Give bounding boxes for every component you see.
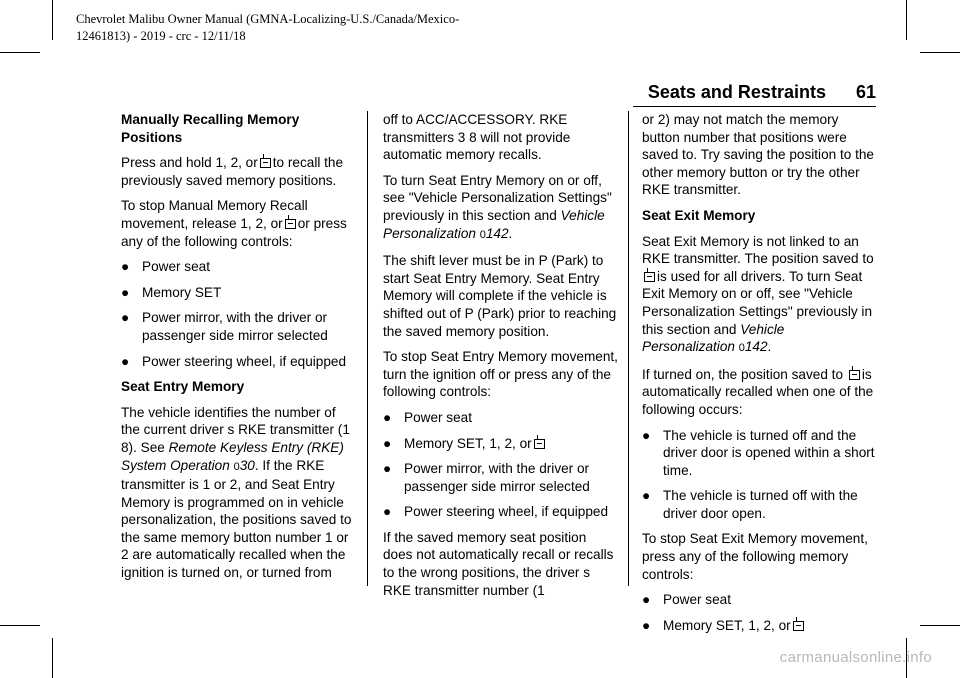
header-line-1: Chevrolet Malibu Owner Manual (GMNA-Localizing-U.S./Canada/Mexico-	[76, 12, 460, 26]
link-vehicle-personalization[interactable]: Vehicle Personalization	[642, 321, 785, 355]
heading-seat-exit-memory: Seat Exit Memory	[642, 207, 756, 223]
list-item: ● Memory SET, 1, 2, or	[383, 435, 619, 453]
memory-button-icon	[260, 158, 271, 168]
link-vehicle-personalization[interactable]: Vehicle Personalization	[383, 207, 605, 241]
paragraph: To stop Seat Exit Memory movement, press any of the following memory controls:	[642, 531, 868, 582]
paragraph: To stop Manual Memory Recall movement, release 1, 2, or or press any of the following controls:	[121, 198, 347, 249]
page-reference-arrow: 0	[479, 228, 486, 241]
crop-mark	[906, 0, 907, 40]
list-item: ● Power seat	[383, 409, 473, 425]
column-divider	[367, 111, 368, 586]
memory-button-icon	[849, 370, 860, 380]
heading-manually-recalling: Manually Recalling Memory Positions	[121, 112, 300, 145]
paragraph: Press and hold 1, 2, or to recall the previously saved memory positions.	[121, 155, 344, 188]
crop-mark	[52, 638, 53, 678]
link-page-142[interactable]: 142	[744, 339, 768, 355]
crop-mark	[0, 52, 40, 53]
list-item: ● The vehicle is turned off and the driver door is opened within a short time.	[642, 427, 875, 478]
list-item: ● Power seat	[642, 592, 732, 608]
paragraph: The vehicle identifies the number of the current driver s RKE transmitter (1 8). See Remote Keyless Entry (RKE) System Operation 030. If the RKE transmitter is 1 or 2, and Seat Entry Memory is programmed on in vehicle personalization, the positions saved to the same memory button number 1 or 2 are automatically recalled when the ignition is turned on, or turned from	[121, 404, 352, 581]
section-title	[648, 82, 876, 103]
column-2	[383, 111, 619, 607]
page-number: 61	[855, 82, 876, 102]
crop-mark	[52, 0, 53, 40]
heading-seat-entry-memory: Seat Entry Memory	[121, 379, 245, 395]
section-rule	[633, 106, 876, 107]
crop-mark	[0, 625, 40, 626]
column-divider	[628, 111, 629, 586]
column-3	[642, 111, 878, 642]
crop-mark	[920, 52, 960, 53]
paragraph: off to ACC/ACCESSORY. RKE transmitters 3 8 will not provide automatic memory recalls.	[383, 112, 571, 163]
paragraph: If the saved memory seat position does not automatically recall or recalls to the wrong positions, the driver s RKE transmitter number (1	[383, 529, 614, 598]
list-item: ● The vehicle is turned off with the driver door open.	[642, 488, 858, 521]
memory-button-icon	[285, 219, 296, 229]
crop-mark	[920, 625, 960, 626]
paragraph: If turned on, the position saved to is automatically recalled when one of the following occurs:	[642, 366, 874, 417]
list-item: ● Power steering wheel, if equipped	[121, 353, 347, 369]
paragraph: To stop Seat Entry Memory movement, turn the ignition off or press any of the following controls:	[383, 349, 618, 400]
list-item: ● Memory SET, 1, 2, or	[642, 617, 878, 635]
list-item: ● Memory SET	[121, 284, 222, 300]
link-remote-keyless-entry[interactable]: Remote Keyless Entry (RKE) System Operation	[121, 439, 344, 473]
watermark: carmanualsonline.info	[779, 649, 932, 666]
link-page-30[interactable]: 30	[239, 457, 255, 473]
memory-button-icon	[793, 621, 804, 631]
paragraph: To turn Seat Entry Memory on or off, see "Vehicle Personalization Settings" previously in this section and Vehicle Personalization 0142.	[383, 172, 612, 241]
document-header	[76, 11, 459, 45]
paragraph: or 2) may not match the memory button number that positions were saved to. Try saving the position to the other memory button or try the other RKE transmitter.	[642, 112, 874, 198]
section-name: Seats and Restraints	[647, 82, 826, 102]
list-item: ● Power seat	[121, 259, 211, 275]
list-item: ● Power mirror, with the driver or passenger side mirror selected	[121, 310, 328, 343]
link-page-142[interactable]: 142	[485, 225, 509, 241]
header-line-2: 12461813) - 2019 - crc - 12/11/18	[76, 29, 246, 43]
column-1	[121, 111, 357, 590]
page-reference-arrow: 0	[233, 460, 240, 473]
paragraph: Seat Exit Memory is not linked to an RKE transmitter. The position saved tois used for all drivers. To turn Seat Exit Memory on or off, see "Vehicle Personalization Settings" previously in this section and Vehicle Personalization 0142.	[642, 233, 874, 355]
page-reference-arrow: 0	[738, 342, 745, 355]
list-item: ● Power steering wheel, if equipped	[383, 504, 609, 520]
paragraph: The shift lever must be in P (Park) to start Seat Entry Memory. Seat Entry Memory will complete if the vehicle is shifted out of P (Park) prior to reaching the saved memory position.	[383, 253, 617, 339]
memory-button-icon	[644, 272, 655, 282]
memory-button-icon	[534, 439, 545, 449]
list-item: ● Power mirror, with the driver or passenger side mirror selected	[383, 461, 590, 494]
